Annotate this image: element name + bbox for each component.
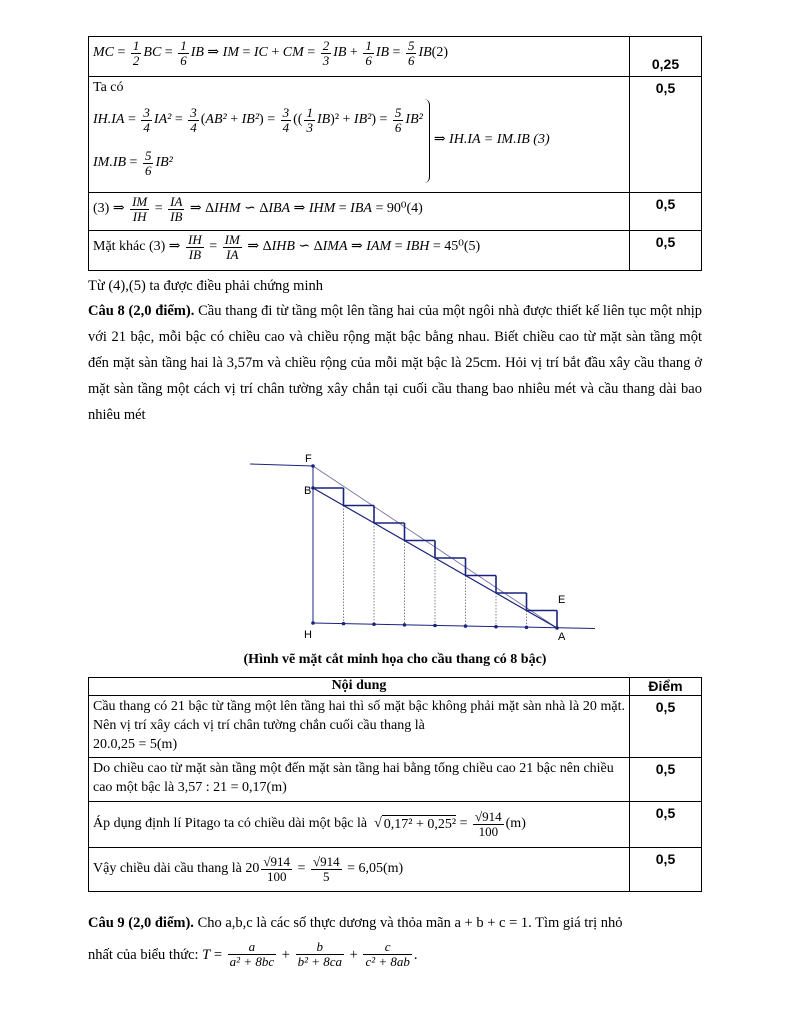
upper-floor-line <box>250 464 313 466</box>
label-B: B <box>304 485 312 497</box>
floor-point <box>494 625 498 629</box>
label-H: H <box>304 629 312 641</box>
q8-text: Cầu thang đi từ tầng một lên tầng hai của một ngôi nhà được thiết kế liên tục một nhịp với 21 bậc, mỗi bậc có chiều cao và chiều rộng mặt bậc bằng nhau. Biết chiều cao từ mặt sàn tầng một đến mặt sàn tầng hai là 3,57m và chiều rộng của mỗi mặt bậc là 25cm. Hỏi vị trí bắt đầu xây cầu thang ở mặt sàn tầng một cách vị trí chân tường xây chắn tại cuối cầu thang bao nhiêu mét và cầu thang dài bao nhiêu mét <box>88 303 702 423</box>
row2-intro: Ta có <box>93 80 124 95</box>
row2-conclusion: ⇒ IH.IA = IM.IB (3) <box>433 132 550 148</box>
t2-row4-score: 0,5 <box>630 848 702 892</box>
table-row <box>89 77 702 193</box>
t2-row3-score: 0,5 <box>630 802 702 848</box>
question-9-line2: nhất của biểu thức: T = $\frac{a}{\text{a² + 8bc}}$ + $\frac{b}{\text{b² + 8ca}}$ + $\frac{c}{\text{c² + 8ab}}$ . <box>88 939 418 970</box>
t2-row2-text: Do chiều cao từ mặt sàn tầng một đến mặt sàn tầng hai bằng tổng chiều cao 21 bậc nên chiều cao một bậc là <box>93 761 614 795</box>
row1-content <box>89 37 630 77</box>
row2-content <box>89 77 630 193</box>
label-E: E <box>558 594 566 606</box>
point-B <box>311 486 315 490</box>
row2-line2: IM.IB = $\frac{5}{6}$ IB² <box>93 148 173 179</box>
row4-math: Mặt khác (3) ⇒ $\frac{IH}{IB}$ = $\frac{IM}{IA}$ ⇒ Δ IHB ∽ Δ IMA ⇒ IAM = IBH = 45⁰(5) <box>93 232 481 263</box>
floor-point <box>342 622 346 626</box>
q9-text2: nhất của biểu thức: <box>88 946 199 963</box>
q8-label: Câu 8 (2,0 điểm). <box>88 303 195 319</box>
row1-score: 0,25 <box>630 37 702 77</box>
staircase-figure <box>245 448 605 648</box>
point-A <box>555 626 559 630</box>
floor-point <box>403 623 407 627</box>
table-row <box>89 231 702 271</box>
floor-point <box>372 622 376 626</box>
solution-table-2 <box>88 677 702 892</box>
row2-score: 0,5 <box>630 77 702 193</box>
t2-row1-math: 20.0,25 = 5(m) <box>93 736 178 752</box>
t2-row2-score: 0,5 <box>630 758 702 802</box>
row3-math: (3) ⇒ $\frac{IM}{IH}$ = $\frac{IA}{IB}$ ⇒ Δ IHM ∽ Δ IBA ⇒ IHM = IBA = 90⁰(4) <box>93 194 423 225</box>
t2-row2-math: 3,57 : 21 = 0,17(m) <box>177 779 287 795</box>
table-row <box>89 696 702 758</box>
floor-point <box>525 626 529 630</box>
question-8 <box>88 298 702 428</box>
point-H <box>311 621 315 625</box>
row1-math: MC = $\frac{1}{2}$ BC = $\frac{1}{6}$ IB ⇒ IM = IC + CM = $\frac{2}{3}$ IB + $\frac{1}{6}$ IB = $\frac{5}{6}$ IB (2) <box>93 38 448 69</box>
t2-row1-content <box>89 696 630 758</box>
floor-point <box>433 624 437 628</box>
point-F <box>311 464 315 468</box>
floor-point <box>464 624 468 628</box>
row3-score: 0,5 <box>630 193 702 231</box>
t2-row3-text: Áp dụng định lí Pitago ta có chiều dài một bậc là <box>93 816 368 832</box>
row2-line1: IH.IA = $\frac{3}{4}$ IA² = $\frac{3}{4}$ ( AB² + IB² ) = $\frac{3}{4}$ (( $\frac{1}{3}$ IB )² + IB² ) = $\frac{5}{6}$ IB² <box>93 105 423 136</box>
t2-row1-score: 0,5 <box>630 696 702 758</box>
table-row <box>89 802 702 848</box>
table-row <box>89 848 702 892</box>
header-score: Điểm <box>630 678 702 696</box>
t2-row4-text: Vậy chiều dài cầu thang là <box>93 861 242 877</box>
question-9 <box>88 910 702 936</box>
label-A: A <box>558 631 566 643</box>
row4-content <box>89 231 630 271</box>
table-row <box>89 758 702 802</box>
figure-caption: (Hình vẽ mặt cắt minh họa cho cầu thang có 8 bậc) <box>243 652 547 667</box>
label-F: F <box>305 453 312 465</box>
table-row <box>89 37 702 77</box>
t2-row2-content <box>89 758 630 802</box>
q9-text1: Cho a,b,c là các số thực dương và thỏa mãn a + b + c = 1. Tìm giá trị nhỏ <box>197 915 623 931</box>
proof-end-text: Từ (4),(5) ta được điều phải chứng minh <box>88 278 323 294</box>
row4-score: 0,5 <box>630 231 702 271</box>
t2-row3-content: Áp dụng định lí Pitago ta có chiều dài một bậc là √ 0,17² + 0,25² = $\frac{√914}{100}$ (m) <box>89 802 630 848</box>
header-content: Nội dung <box>89 678 630 696</box>
row3-content <box>89 193 630 231</box>
table-row <box>89 193 702 231</box>
t2-row1-text: Cầu thang có 21 bậc từ tầng một lên tầng hai thì số mặt bậc không phải mặt sàn nhà là 20 mặt. Nên vị trí xây cách vị trí chân tường chắn cuối cầu thang là <box>93 699 625 733</box>
table-header-row <box>89 678 702 696</box>
q9-label: Câu 9 (2,0 điểm). <box>88 915 194 931</box>
t2-row4-content: Vậy chiều dài cầu thang là 20 $\frac{√914}{100}$ = $\frac{√914}{5}$ = 6,05(m) <box>89 848 630 892</box>
brace-symbol <box>423 99 430 183</box>
solution-table-1 <box>88 36 702 271</box>
